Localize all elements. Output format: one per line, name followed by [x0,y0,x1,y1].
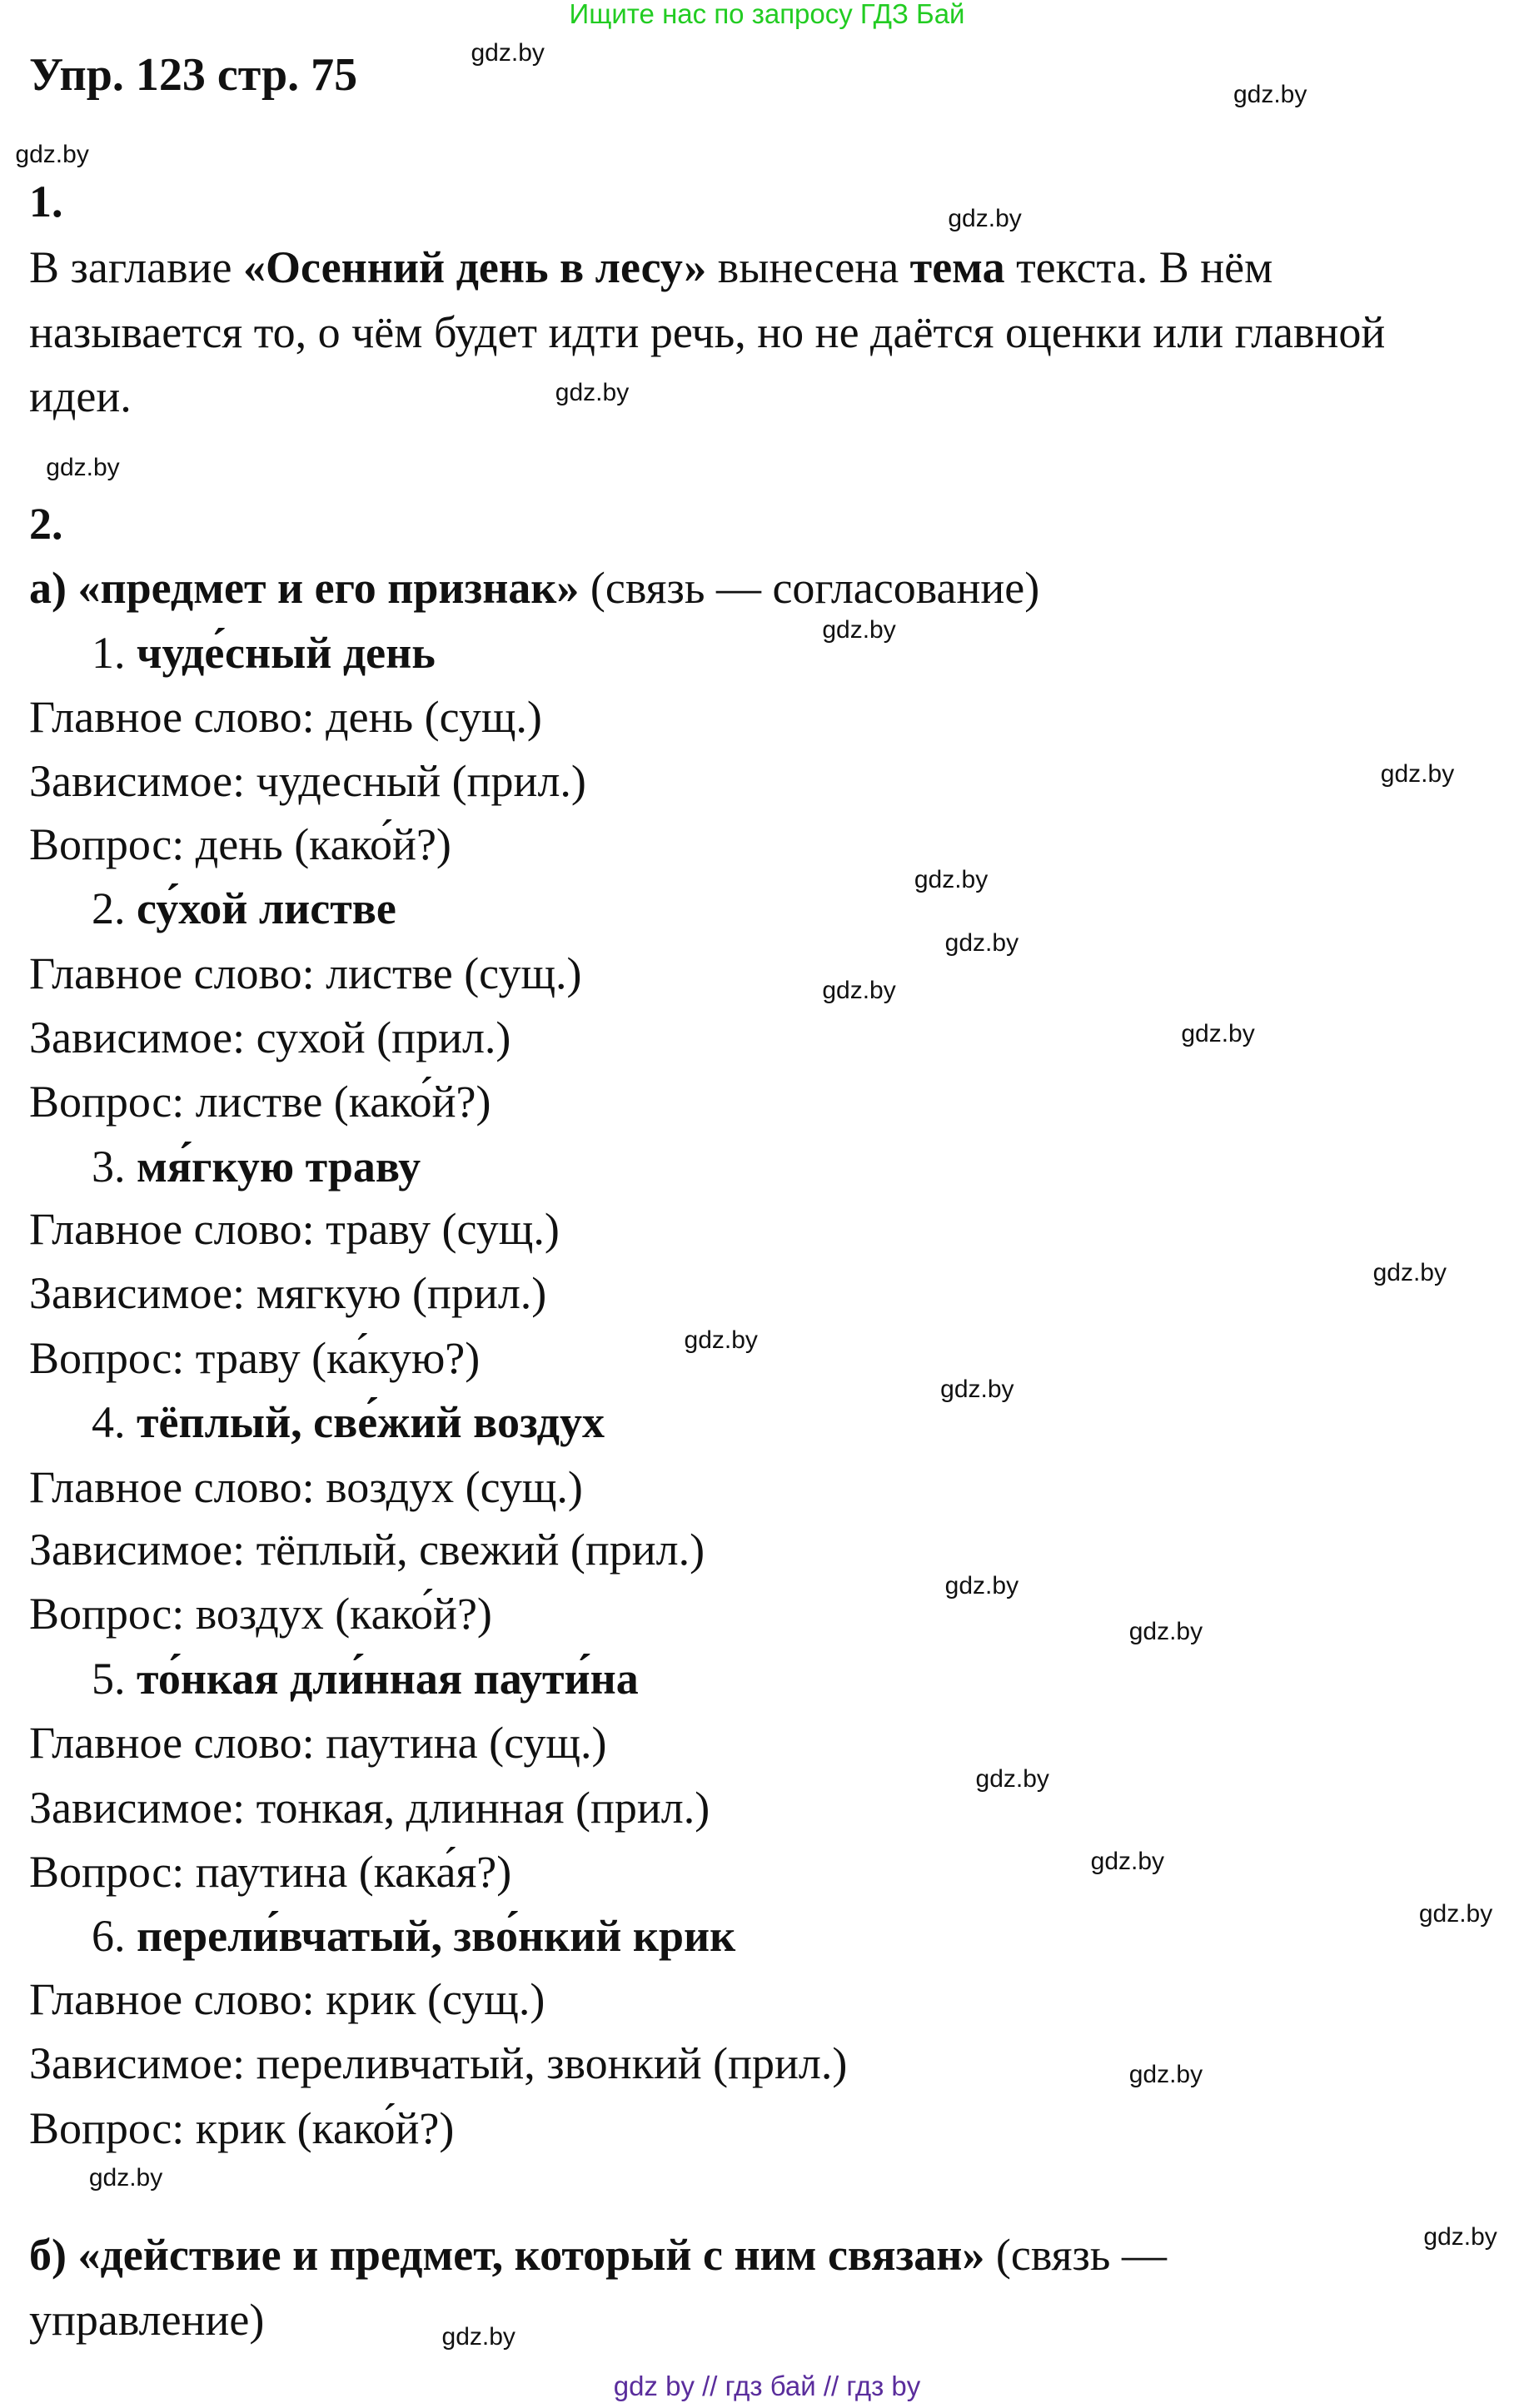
watermark-text: gdz.by [944,1571,1019,1600]
text-segment: Зависимое: переливчатый, звонкий (прил.) [29,2038,848,2089]
text-line [29,1012,511,1062]
bold-text: б) «действие и предмет, который с ним связан» [29,2230,985,2281]
watermark-text: gdz.by [1233,81,1307,109]
text-segment: Главное слово: день (сущ.) [29,691,542,742]
text-line [29,691,542,742]
text-line [29,2294,265,2345]
text-segment: 4. [92,1397,137,1448]
text-segment: Главное слово: листве (сущ.) [29,948,582,998]
watermark-text: gdz.by [88,2163,163,2192]
watermark-text: gdz.by [940,1375,1014,1403]
page-title [29,49,358,102]
watermark-text: gdz.by [441,2323,515,2351]
watermark-text: gdz.by [15,141,89,169]
text-segment: текста. В нём [1004,242,1273,293]
watermark-text: gdz.by [1090,1848,1165,1876]
watermark-text: gdz.by [1418,1899,1493,1928]
text-segment: Вопрос: листве (како́й?) [29,1077,491,1127]
bold-text: то́нкая дли́нная паути́на [137,1653,639,1704]
text-segment: (связь — согласование) [579,563,1040,614]
text-line [29,1973,545,2024]
text-line [92,1141,421,1192]
text-segment: 1. [92,627,137,678]
text-line [29,1589,492,1639]
text-line [29,1718,607,1769]
bold-text: тема [909,242,1005,293]
text-line [29,2230,1167,2281]
text-line [29,306,1386,357]
text-segment: Вопрос: траву (ка́кую?) [29,1332,481,1383]
text-segment: 5. [92,1653,137,1704]
watermark-text: gdz.by [1128,1617,1203,1645]
text-line [92,883,396,934]
bold-text: тёплый, све́жий воздух [137,1397,605,1448]
watermark-text: gdz.by [1372,1258,1447,1286]
watermark-text: gdz.by [471,39,545,67]
text-segment: Зависимое: чудесный (прил.) [29,756,586,807]
text-line [29,1525,705,1575]
search-banner[interactable]: Ищите нас по запросу ГДЗ Бай [569,0,965,29]
text-line [29,563,1040,614]
text-line [29,1461,583,1512]
bold-text: 2. [29,498,63,549]
text-line [29,948,582,998]
text-line [29,1332,481,1383]
bold-text: мя́гкую траву [137,1141,421,1192]
text-line [29,1846,512,1897]
watermark-text: gdz.by [1181,1019,1255,1047]
watermark-text: gdz.by [555,378,630,406]
text-line [92,1397,605,1448]
text-segment: Вопрос: воздух (како́й?) [29,1589,492,1639]
text-line [92,1911,736,1962]
watermark-text: gdz.by [944,928,1019,957]
text-segment: Зависимое: мягкую (прил.) [29,1268,547,1319]
text-segment: Вопрос: день (како́й?) [29,818,451,869]
bold-text: 1. [29,176,63,226]
watermark-text: gdz.by [822,976,896,1004]
text-segment: управление) [29,2294,265,2345]
text-segment: Главное слово: крик (сущ.) [29,1973,545,2024]
watermark-text: gdz.by [1128,2061,1203,2089]
text-line [92,627,436,678]
text-segment: Вопрос: паутина (кака́я?) [29,1846,512,1897]
text-line [29,756,586,807]
text-segment: вынесена [706,242,910,293]
text-line [29,498,63,549]
text-segment: 2. [92,883,137,934]
bold-text: Упр. 123 стр. 75 [29,49,358,102]
bold-text: а) «предмет и его признак» [29,563,580,614]
text-line [29,1782,710,1833]
text-segment: (связь — [984,2230,1167,2281]
watermark-text: gdz.by [822,616,896,644]
text-segment: Вопрос: крик (како́й?) [29,2102,455,2153]
bold-text: чуде́сный день [137,627,436,678]
bold-text: су́хой листве [137,883,396,934]
text-line [29,176,63,226]
text-segment: называется то, о чём будет идти речь, но не даётся оценки или главной [29,306,1386,357]
text-line [29,371,132,421]
bold-text: «Осенний день в лесу» [243,242,707,293]
text-line [29,242,1273,293]
watermark-text: gdz.by [948,205,1022,233]
watermark-text: gdz.by [1423,2223,1497,2251]
text-segment: Зависимое: тёплый, свежий (прил.) [29,1525,705,1575]
text-segment: Главное слово: паутина (сущ.) [29,1718,607,1769]
watermark-text: gdz.by [1380,760,1455,789]
footer-links[interactable]: gdz by // гдз бай // гдз by [613,2371,921,2401]
text-segment: Зависимое: сухой (прил.) [29,1012,511,1062]
text-segment: 3. [92,1141,137,1192]
bold-text: перели́вчатый, зво́нкий крик [137,1911,736,1962]
watermark-text: gdz.by [46,453,120,481]
text-segment: Главное слово: воздух (сущ.) [29,1461,583,1512]
text-segment: Зависимое: тонкая, длинная (прил.) [29,1782,710,1833]
watermark-text: gdz.by [684,1326,758,1354]
text-line [29,1268,547,1319]
text-segment: идеи. [29,371,132,421]
text-line [29,1077,491,1127]
text-line [29,2102,455,2153]
text-line [29,2038,848,2089]
text-segment: Главное слово: траву (сущ.) [29,1204,560,1255]
text-line [29,1204,560,1255]
text-segment: В заглавие [29,242,244,293]
text-line [29,818,451,869]
text-segment: 6. [92,1911,137,1962]
watermark-text: gdz.by [975,1764,1049,1793]
watermark-text: gdz.by [914,866,989,894]
text-line [92,1653,639,1704]
